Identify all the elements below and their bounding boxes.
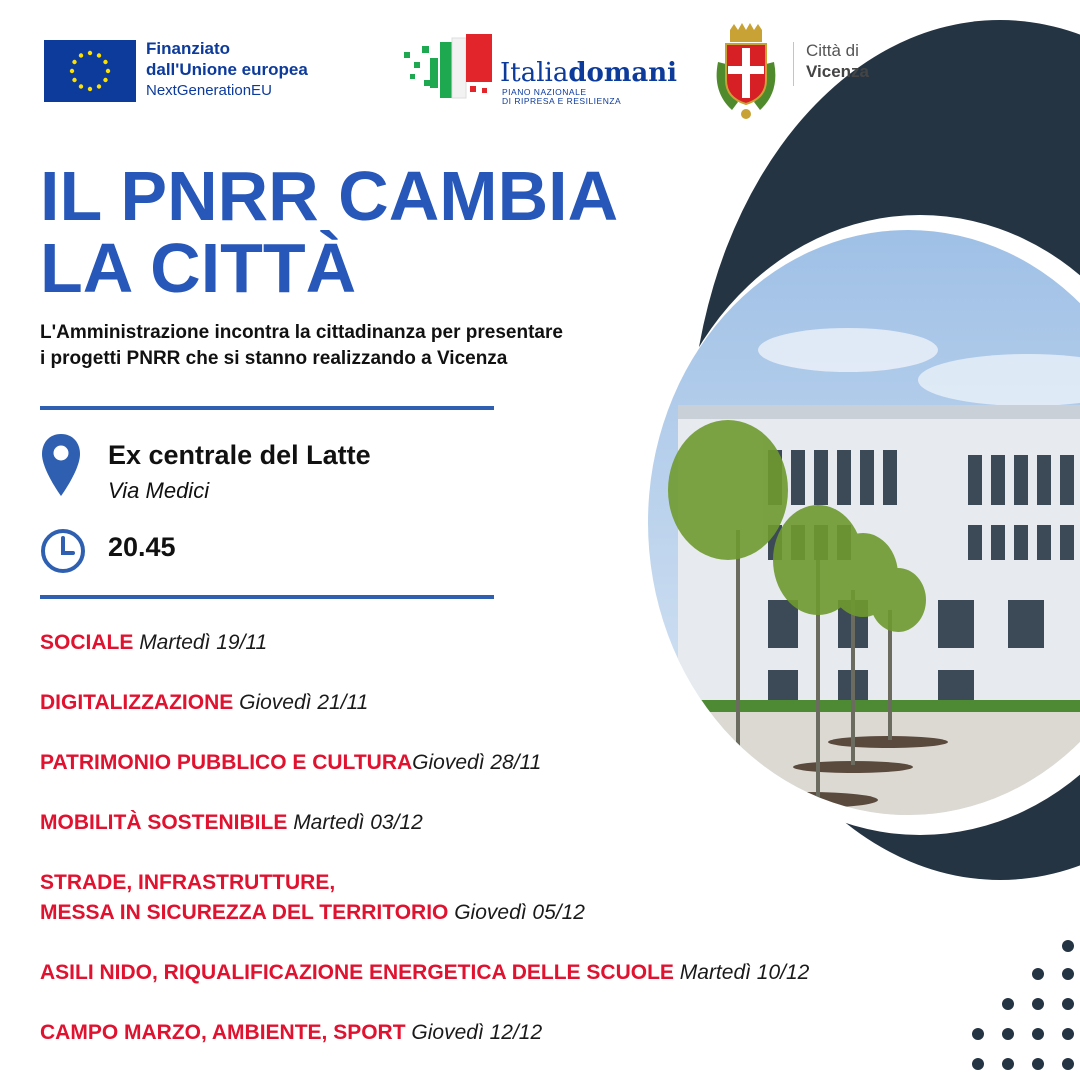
city-label: Città di <box>806 41 859 60</box>
dot <box>1062 1028 1074 1040</box>
intro-line1: L'Amministrazione incontra la cittadinanza per presentare <box>40 322 563 343</box>
dot <box>1002 1058 1014 1070</box>
dot <box>1032 968 1044 980</box>
topic-item <box>40 1018 542 1048</box>
topic-item <box>40 868 585 928</box>
topic-date: Giovedì 05/12 <box>454 901 585 924</box>
topic-date: Martedì 19/11 <box>139 631 268 654</box>
eu-title-line1: Finanziato <box>146 39 231 58</box>
location-pin-icon <box>40 432 82 503</box>
dot <box>1062 968 1074 980</box>
topic-date: Giovedì 28/11 <box>412 751 542 774</box>
dot <box>972 1028 984 1040</box>
topic-title: PATRIMONIO PUBBLICO E CULTURA <box>40 751 413 774</box>
dot <box>1032 1058 1044 1070</box>
topic-item <box>40 688 368 718</box>
italia-domani-mark <box>402 32 494 109</box>
topic-item <box>40 808 423 838</box>
clock-icon <box>40 528 86 579</box>
dot <box>1002 998 1014 1010</box>
page-title <box>40 157 619 307</box>
italia-sub-line2: DI RIPRESA E RESILIENZA <box>502 96 622 106</box>
title-line2: LA CITTÀ <box>40 229 357 307</box>
topic-title: MOBILITÀ SOSTENIBILE <box>40 811 288 834</box>
dot <box>1032 998 1044 1010</box>
city-logo-text <box>806 40 869 82</box>
topic-title: SOCIALE <box>40 631 134 654</box>
topic-date: Martedì 10/12 <box>679 961 810 984</box>
event-location: Ex centrale del Latte <box>108 440 371 470</box>
topic-title: DIGITALIZZAZIONE <box>40 691 234 714</box>
eu-subtitle: NextGenerationEU <box>146 82 272 99</box>
eu-title-line2: dall'Unione europea <box>146 60 308 79</box>
italia-sub-line1: PIANO NAZIONALE <box>502 87 587 97</box>
dot <box>1002 1028 1014 1040</box>
divider-top <box>40 406 494 410</box>
intro-line2: i progetti PNRR che si stanno realizzando a Vicenza <box>40 348 508 369</box>
intro-text <box>40 320 690 372</box>
italia-domani-logo-text <box>500 58 677 88</box>
topic-date: Giovedì 12/12 <box>411 1021 543 1044</box>
topic-item <box>40 628 267 658</box>
topic-title-continued: MESSA IN SICUREZZA DEL TERRITORIO <box>40 901 449 924</box>
dot <box>1062 940 1074 952</box>
dot <box>1062 998 1074 1010</box>
italia-bold: domani <box>568 58 678 88</box>
italia-prefix: Italia <box>500 58 569 88</box>
dot <box>1032 1028 1044 1040</box>
italia-domani-subtitle <box>502 88 621 106</box>
city-divider <box>793 42 794 86</box>
city-name: Vicenza <box>806 62 870 81</box>
divider-bottom <box>40 595 494 599</box>
eu-flag-logo <box>44 40 136 102</box>
eu-funding-text <box>146 38 308 101</box>
topic-title: STRADE, INFRASTRUTTURE, <box>40 871 336 894</box>
topic-date: Martedì 03/12 <box>293 811 423 834</box>
topic-date: Giovedì 21/11 <box>239 691 369 714</box>
title-line1: IL PNRR CAMBIA <box>40 157 619 235</box>
event-address: Via Medici <box>108 478 210 503</box>
topic-item <box>40 958 809 988</box>
dot <box>1062 1058 1074 1070</box>
topic-title: ASILI NIDO, RIQUALIFICAZIONE ENERGETICA DELLE SCUOLE <box>40 961 674 984</box>
topic-item <box>40 748 541 778</box>
dot <box>972 1058 984 1070</box>
vicenza-crest-icon <box>712 22 780 127</box>
topic-title: CAMPO MARZO, AMBIENTE, SPORT <box>40 1021 406 1044</box>
event-time: 20.45 <box>108 532 176 562</box>
